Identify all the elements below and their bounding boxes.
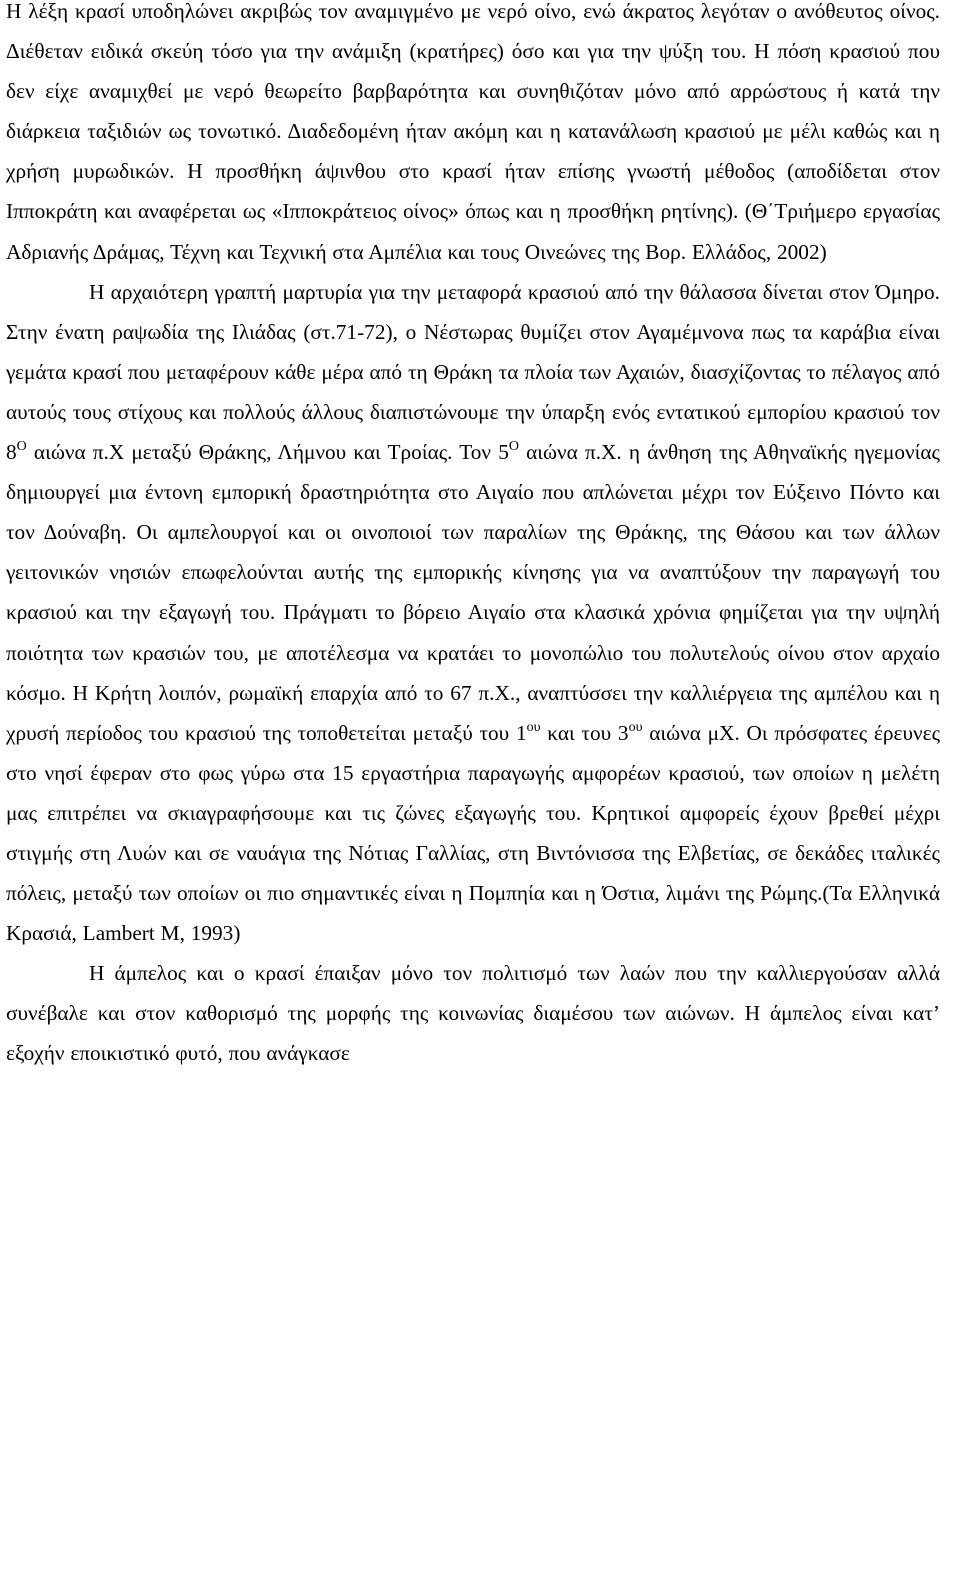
- document-body: [6, 0, 940, 1074]
- paragraph-text: Η αρχαιότερη γραπτή μαρτυρία για την μεταφορά κρασιού από την θάλασσα δίνεται στον Όμηρο. Στην ένατη ραψωδία της Ιλιάδας (στ.71-72), ο Νέστωρας θυμίζει στον Αγαμέμνονα πως τα καράβια είναι γεμάτα κρασί που μεταφέρουν κάθε μέρα από τη Θράκη τα πλοία των Αχαιών, διασχίζοντας το πέλαγος από αυτούς τους στίχους και πολλούς άλλους διαπιστώνουμε την ύπαρξη ενός εντατικού εμπορίου κρασιού τον 8: [6, 279, 940, 465]
- paragraph-text: Η λέξη κρασί υποδηλώνει ακριβώς τον αναμιγμένο με νερό οίνο, ενώ άκρατος λεγόταν ο ανόθευτος οίνος. Διέθεταν ειδικά σκεύη τόσο για την ανάμιξη (κρατήρες) όσο και για την ψύξη του. Η πόση κρασιού που δεν είχε αναμιχθεί με νερό θεωρείτο βαρβαρότητα και συνηθιζόταν μόνο από αρρώστους ή κατά την διάρκεια ταξιδιών ως τονωτικό. Διαδεδομένη ήταν ακόμη και η κατανάλωση κρασιού με μέλι καθώς και η χρήση μυρωδικών. Η προσθήκη άψινθου στο κρασί ήταν επίσης γνωστή μέθοδος (αποδίδεται στον Ιπποκράτη και αναφέρεται ως «Ιπποκράτειος οίνος» όπως και η προσθήκη ρητίνης). (Θ΄Τριήμερο εργασίας Αδριανής Δράμας, Τέχνη και Τεχνική στα Αμπέλια και τους Οινεώνες της Βορ. Ελλάδος, 2002): [6, 0, 940, 264]
- superscript-ordinal: Ο: [16, 439, 27, 455]
- superscript-ordinal: ου: [628, 719, 643, 735]
- paragraph-text: αιώνα π.Χ μεταξύ Θράκης, Λήμνου και Τροίας. Τον 5: [26, 440, 509, 465]
- paragraph-vine-culture: [6, 953, 940, 1073]
- superscript-ordinal: ου: [526, 719, 541, 735]
- paragraph-wine-trade: [6, 272, 940, 954]
- paragraph-text: και του 3: [540, 720, 629, 745]
- paragraph-wine-mixing: [6, 0, 940, 272]
- paragraph-text: αιώνα π.Χ. η άνθηση της Αθηναϊκής ηγεμονίας δημιουργεί μια έντονη εμπορική δραστηριότητα στο Αιγαίο που απλώνεται μέχρι τον Εύξεινο Πόντο και τον Δούναβη. Οι αμπελουργοί και οι οινοποιοί των παραλίων της Θράκης, της Θάσου και των άλλων γειτονικών νησιών επωφελούνται αυτής της εμπορικής κίνησης για να αναπτύξουν την παραγωγή του κρασιού και την εξαγωγή του. Πράγματι το βόρειο Αιγαίο στα κλασικά χρόνια φημίζεται για την υψηλή ποιότητα των κρασιών του, με αποτέλεσμα να κρατάει το μονοπώλιο του πολυτελούς οίνου στον αρχαίο κόσμο. Η Κρήτη λοιπόν, ρωμαϊκή επαρχία από το 67 π.Χ., αναπτύσσει την καλλιέργεια της αμπέλου και η χρυσή περίοδος του κρασιού της τοποθετείται μεταξύ του 1: [6, 440, 940, 745]
- superscript-ordinal: Ο: [508, 439, 519, 455]
- paragraph-text: Η άμπελος και ο κρασί έπαιξαν μόνο τον πολιτισμό των λαών που την καλλιεργούσαν αλλά συνέβαλε και στον καθορισμό της μορφής της κοινωνίας διαμέσου των αιώνων. Η άμπελος είναι κατ’ εξοχήν εποικιστικό φυτό, που ανάγκασε: [6, 961, 940, 1066]
- paragraph-text: αιώνα μΧ. Οι πρόσφατες έρευνες στο νησί έφεραν στο φως γύρω στα 15 εργαστήρια παραγωγής αμφορέων κρασιού, των οποίων η μελέτη μας επιτρέπει να σκιαγραφήσουμε και τις ζώνες εξαγωγής του. Κρητικοί αμφορείς έχουν βρεθεί μέχρι στιγμής στη Λυών και σε ναυάγια της Νότιας Γαλλίας, στη Βιντόνισσα της Ελβετίας, σε δεκάδες ιταλικές πόλεις, μεταξύ των οποίων οι πιο σημαντικές είναι η Πομπηία και η Όστια, λιμάνι της Ρώμης.(Τα Ελληνικά Κρασιά, Lambert M, 1993): [6, 720, 940, 946]
